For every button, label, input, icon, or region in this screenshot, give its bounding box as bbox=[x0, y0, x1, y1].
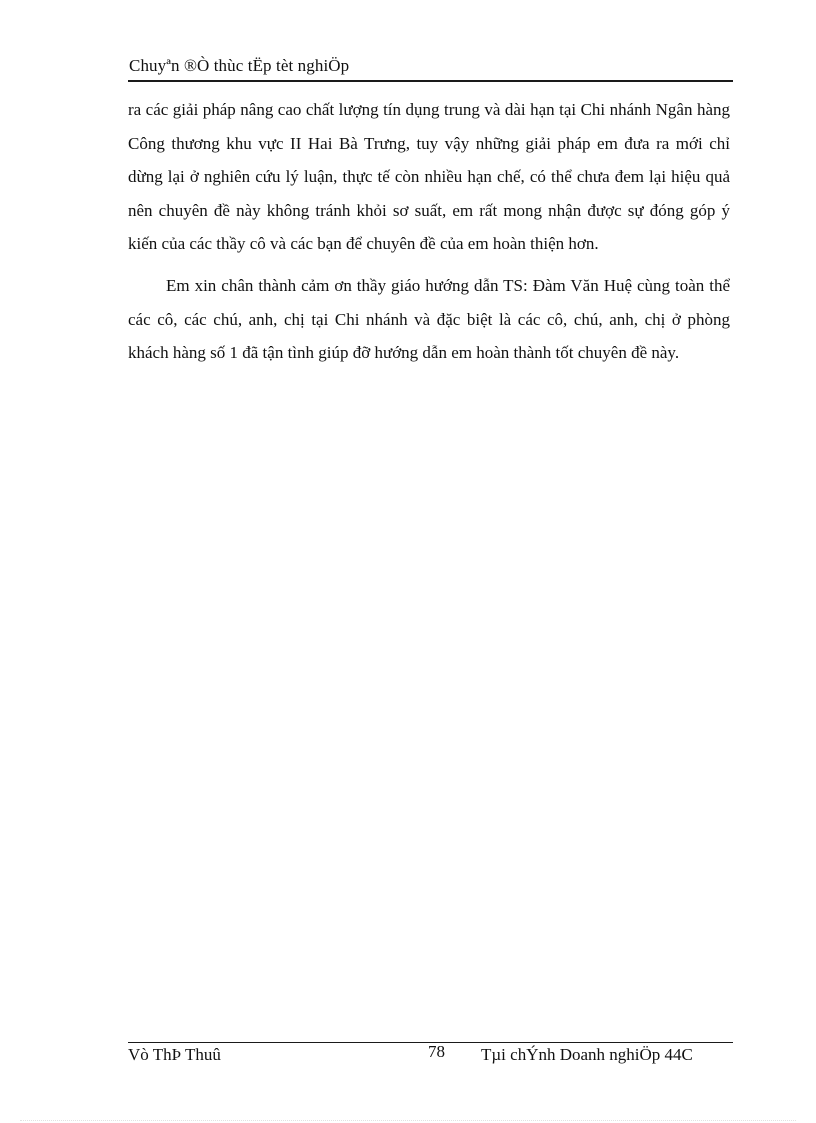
header-divider bbox=[128, 80, 733, 82]
page-header-title: Chuyªn ®Ò thùc tËp tèt nghiÖp bbox=[129, 56, 350, 75]
page-bottom-border bbox=[20, 1120, 796, 1121]
paragraph-acknowledgement: Em xin chân thành cảm ơn thầy giáo hướng dẫn TS: Đàm Văn Huệ cùng toàn thể các cô, các chú, anh, chị tại Chi nhánh và đặc biệt là các cô, chú, anh, chị ở phòng khách hàng số 1 đã tận tình giúp đỡ hướng dẫn em hoàn thành tốt chuyên đề này. bbox=[128, 275, 730, 363]
footer-class-name: Tµi chÝnh Doanh nghiÖp 44C bbox=[481, 1045, 693, 1064]
paragraph-conclusion: ra các giải pháp nâng cao chất lượng tín dụng trung và dài hạn tại Chi nhánh Ngân hàng Công thương khu vực II Hai Bà Trưng, tuy vậy những giải pháp em đưa ra mới chỉ dừng lại ở nghiên cứu lý luận, thực tế còn nhiều hạn chế, có thể chưa đem lại hiệu quả nên chuyên đề này không tránh khỏi sơ suất, em rất mong nhận được sự đóng góp ý kiến của các thầy cô và các bạn để chuyên đề của em hoàn thiện hơn. bbox=[128, 100, 730, 254]
page-number: 78 bbox=[428, 1042, 445, 1061]
document-body bbox=[128, 93, 730, 378]
footer-author: Vò ThÞ Thuû bbox=[128, 1045, 221, 1064]
